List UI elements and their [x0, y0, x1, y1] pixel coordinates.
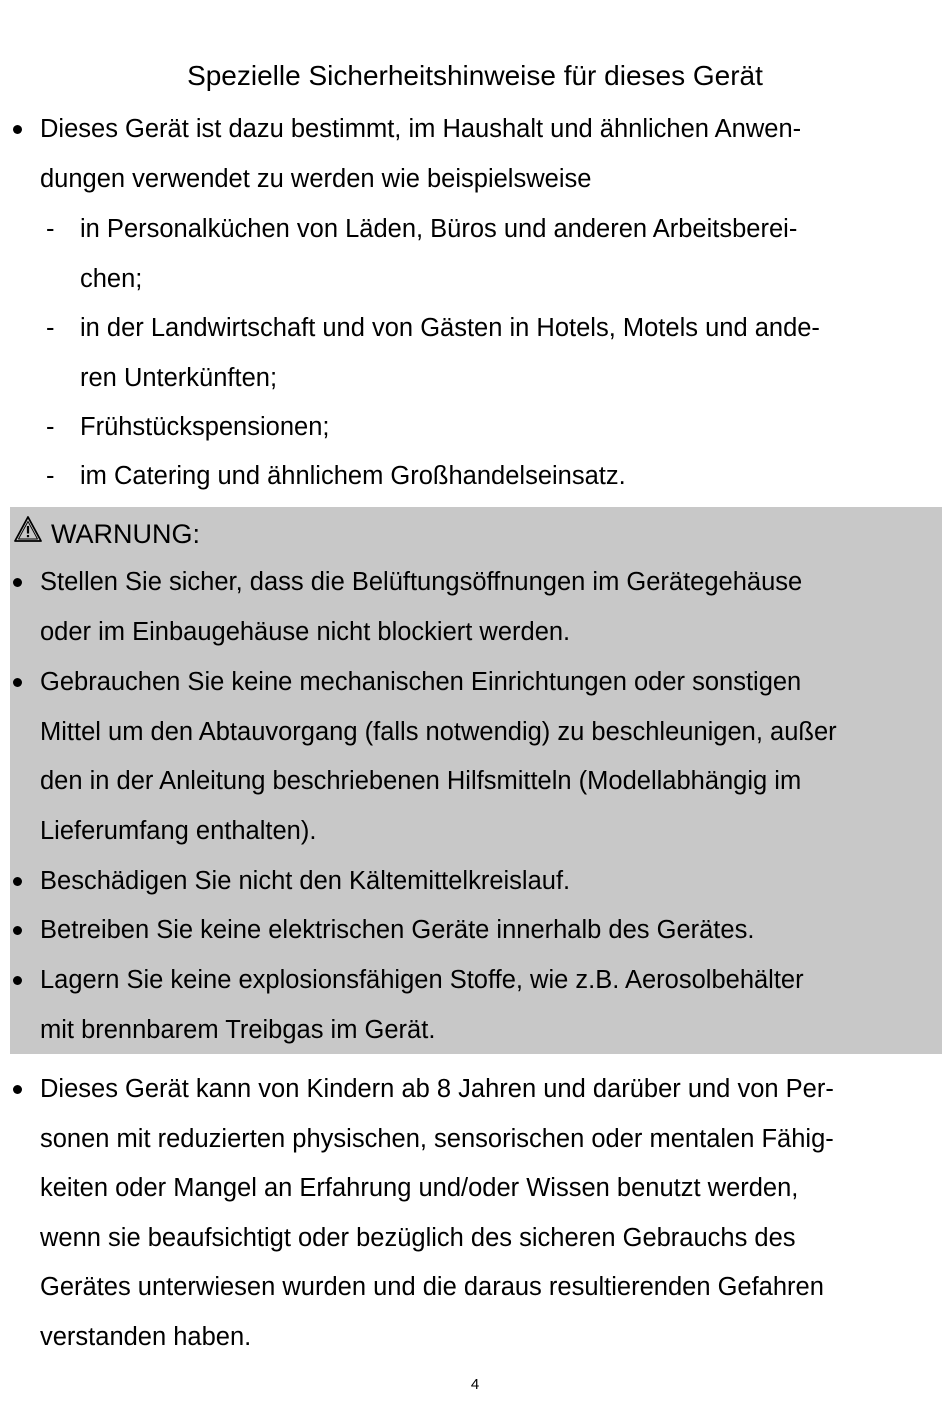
- page-number: 4: [470, 1376, 480, 1393]
- page-title: Spezielle Sicherheitshinweise für dieses Gerät: [187, 60, 763, 91]
- warning-item-line: Lieferumfang enthalten).: [40, 816, 317, 845]
- bullet-icon: [13, 926, 22, 935]
- dash-marker: -: [46, 462, 55, 490]
- bullet-icon: [13, 678, 22, 687]
- warning-item-line: oder im Einbaugehäuse nicht blockiert werden.: [40, 617, 571, 646]
- bullet-icon: [13, 976, 22, 985]
- warning-item-line: Beschädigen Sie nicht den Kältemittelkreislauf.: [40, 867, 571, 895]
- bullet-icon: [13, 125, 22, 134]
- bullet-icon: [13, 578, 22, 587]
- children-notice-line: sonen mit reduzierten physischen, sensorischen oder mentalen Fähig-: [40, 1124, 834, 1153]
- bullet-icon: [13, 877, 22, 886]
- warning-item-line: Stellen Sie sicher, dass die Belüftungsöffnungen im Gerätegehäuse: [40, 568, 803, 596]
- dash-marker: -: [46, 215, 55, 243]
- usage-example-line: in der Landwirtschaft und von Gästen in Hotels, Motels und ande-: [80, 314, 820, 342]
- usage-intro-line: dungen verwendet zu werden wie beispielsweise: [40, 164, 592, 193]
- children-notice-line: keiten oder Mangel an Erfahrung und/oder Wissen benutzt werden,: [40, 1174, 799, 1203]
- usage-example-line: Frühstückspensionen;: [80, 413, 330, 441]
- usage-intro-line: Dieses Gerät ist dazu bestimmt, im Haushalt und ähnlichen Anwen-: [40, 115, 802, 143]
- bullet-icon: [13, 1085, 22, 1094]
- warning-item-line: den in der Anleitung beschriebenen Hilfsmitteln (Modellabhängig im: [40, 767, 802, 796]
- warning-item-line: Lagern Sie keine explosionsfähigen Stoffe, wie z.B. Aerosolbehälter: [40, 966, 804, 994]
- usage-example-line: ren Unterkünften;: [80, 363, 278, 392]
- usage-example-line: in Personalküchen von Läden, Büros und anderen Arbeitsberei-: [80, 215, 798, 243]
- warning-item-line: mit brennbarem Treibgas im Gerät.: [40, 1015, 436, 1044]
- children-notice-line: verstanden haben.: [40, 1322, 252, 1351]
- children-notice-line: wenn sie beaufsichtigt oder bezüglich des sicheren Gebrauchs des: [40, 1223, 796, 1252]
- warning-item-line: Gebrauchen Sie keine mechanischen Einrichtungen oder sonstigen: [40, 668, 802, 696]
- children-notice-line: Dieses Gerät kann von Kindern ab 8 Jahren und darüber und von Per-: [40, 1075, 834, 1103]
- usage-example-line: im Catering und ähnlichem Großhandelseinsatz.: [80, 462, 626, 490]
- warning-label: WARNUNG:: [51, 519, 200, 549]
- warning-item-line: Mittel um den Abtauvorgang (falls notwendig) zu beschleunigen, außer: [40, 717, 837, 746]
- warning-triangle-icon: [13, 515, 43, 543]
- dash-marker: -: [46, 314, 55, 342]
- dash-marker: -: [46, 413, 55, 441]
- usage-example-line: chen;: [80, 264, 143, 293]
- children-notice-line: Gerätes unterwiesen wurden und die daraus resultierenden Gefahren: [40, 1273, 824, 1302]
- warning-item-line: Betreiben Sie keine elektrischen Geräte innerhalb des Gerätes.: [40, 916, 755, 944]
